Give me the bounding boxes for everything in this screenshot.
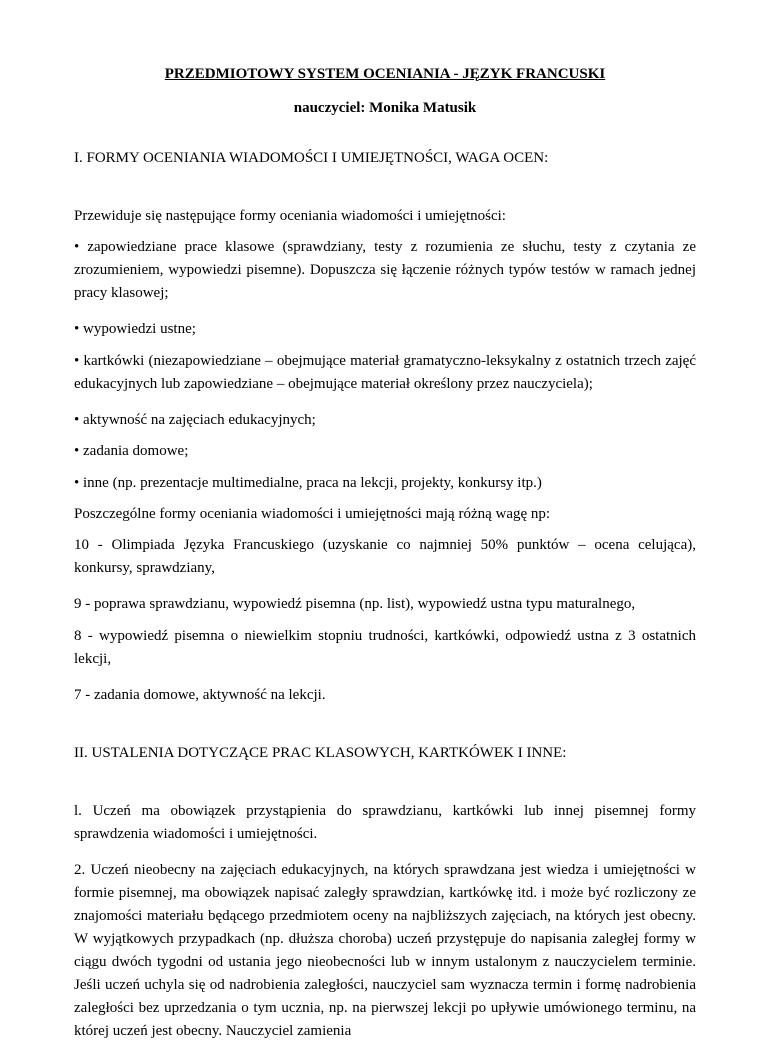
section1-intro: Przewiduje się następujące formy oceniania wiadomości i umiejętności: xyxy=(74,208,506,224)
weight-item-9: 9 - poprawa sprawdzianu, wypowiedź pisemna (np. list), wypowiedź ustna typu maturalnego, xyxy=(74,596,636,612)
weights-intro: Poszczególne formy oceniania wiadomości i umiejętności mają różną wagę np: xyxy=(74,506,551,522)
section2-paragraph-2: 2. Uczeń nieobecny na zajęciach edukacyjnych, na których sprawdzana jest wiedza i umiejętności w formie pisemnej, ma obowiązek napisać zaległy sprawdzian, kartkówkę itd. i może być rozliczony ze znajomości materiału będącego przedmiotem oceny na najbliższych zajęciach, na których jest obecny. W wyjątkowych przypadkach (np. dłuższa choroba) uczeń przystępuje do napisania zaległej formy w ciągu dwóch tygodni od ustania jego nieobecności lub w innym ustalonym z nauczycielem terminie. Jeśli uczeń uchyla się od nadrobienia zaległości, nauczyciel sam wyznacza termin i formę nadrobienia zaległości bez uprzedzania o tym ucznia, np. na pierwszej lekcji po upływie umówionego terminu, na której uczeń jest obecny. Nauczyciel zamienia xyxy=(74,862,696,1039)
list-item-aktywnosc: • aktywność na zajęciach edukacyjnych; xyxy=(74,412,316,428)
weight-item-8: 8 - wypowiedź pisemna o niewielkim stopniu trudności, kartkówki, odpowiedź ustna z 3 ostatnich lekcji, xyxy=(74,628,696,667)
section1-heading: I. FORMY OCENIANIA WIADOMOŚCI I UMIEJĘTNOŚCI, WAGA OCEN: xyxy=(74,150,549,166)
weight-item-10: 10 - Olimpiada Języka Francuskiego (uzyskanie co najmniej 50% punktów – ocena celująca), konkursy, sprawdziany, xyxy=(74,537,696,576)
list-item-inne: • inne (np. prezentacje multimedialne, praca na lekcji, projekty, konkursy itp.) xyxy=(74,475,542,491)
weight-item-7: 7 - zadania domowe, aktywność na lekcji. xyxy=(74,687,326,703)
list-item-zadania-domowe: • zadania domowe; xyxy=(74,443,189,459)
section2-heading: II. USTALENIA DOTYCZĄCE PRAC KLASOWYCH, KARTKÓWEK I INNE: xyxy=(74,745,567,761)
section2-paragraph-1: l. Uczeń ma obowiązek przystąpienia do sprawdzianu, kartkówki lub innej pisemnej formy sprawdzenia wiadomości i umiejętności. xyxy=(74,803,696,842)
list-item-kartkowki: • kartkówki (niezapowiedziane – obejmujące materiał gramatyczno-leksykalny z ostatnich trzech zajęć edukacyjnych lub zapowiedziane – obejmujące materiał określony przez nauczyciela); xyxy=(74,353,696,392)
document-subtitle: nauczyciel: Monika Matusik xyxy=(293,100,477,116)
list-item-prace-klasowe: • zapowiedziane prace klasowe (sprawdziany, testy z rozumienia ze słuchu, testy z czytania ze zrozumieniem, wypowiedzi pisemne). Dopuszcza się łączenie różnych typów testów w ramach jednej pracy klasowej; xyxy=(74,239,696,301)
list-item-wypowiedzi-ustne: • wypowiedzi ustne; xyxy=(74,321,196,337)
document-title: PRZEDMIOTOWY SYSTEM OCENIANIA - JĘZYK FRANCUSKI xyxy=(164,66,606,82)
